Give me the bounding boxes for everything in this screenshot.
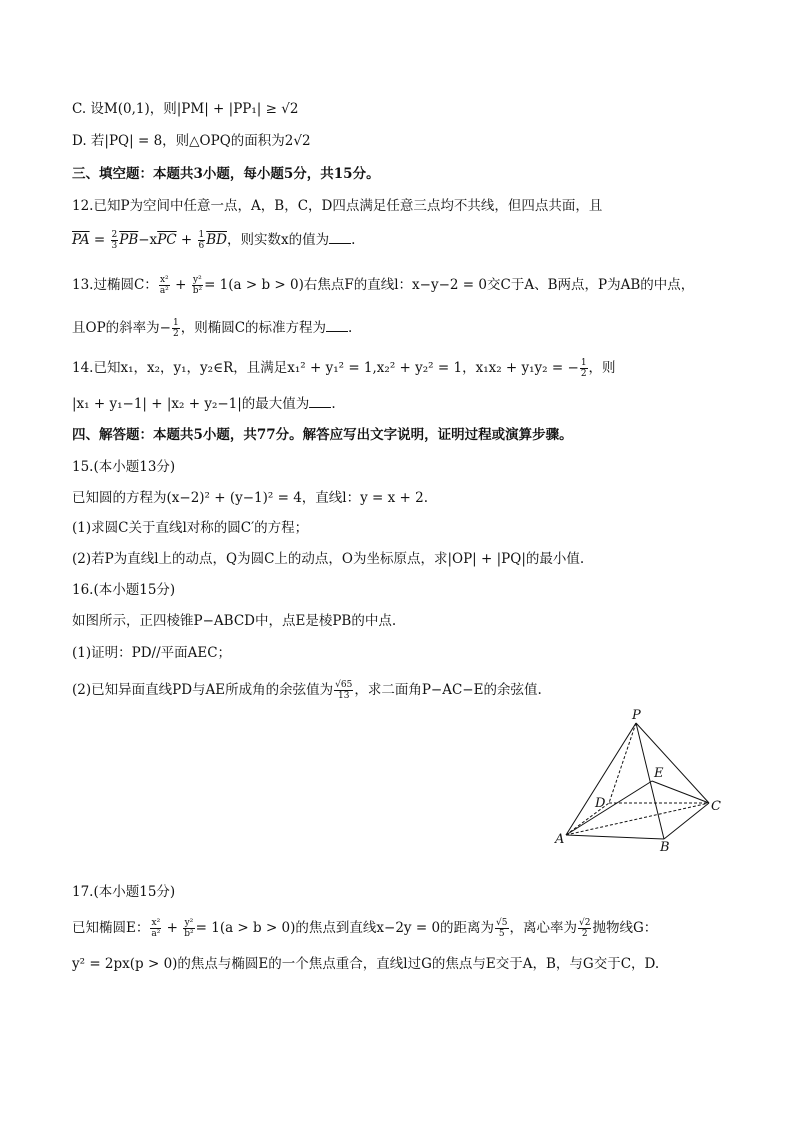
q13-condition: = 1(a > b > 0): [204, 277, 304, 293]
option-c: C. 设M(0,1)，则|PM| + |PP₁| ≥ √2: [72, 101, 299, 117]
question-13-line-1: 13.过椭圆C： $\frac{\text{x²}}{\text{a²}}$ + $\frac{\text{y²}}{\text{b²}}$ = 1(a > b > 0)右焦点F的直线l：x−y−2 = 0交C于A、B两点，P为AB的中点，: [72, 275, 695, 296]
frac-den: 3: [111, 241, 118, 251]
frac-den: 2: [580, 369, 587, 379]
q14-text-2: |x₁ + y₁−1| + |x₂ + y₂−1|的最大值为: [72, 396, 310, 412]
q13-slope-suffix: ，则椭圆C的标准方程为: [180, 320, 327, 336]
edge-pa: [566, 723, 636, 835]
edge-ab: [566, 835, 664, 839]
vector-pb: $\overline{PB}$: [119, 232, 139, 248]
edge-pb: [636, 723, 664, 839]
frac-num: √2: [579, 918, 591, 928]
question-15-part-1: (1)求圆C关于直线l对称的圆C′的方程；: [72, 520, 309, 536]
question-16-stem: 如图所示，正四棱锥P−ABCD中，点E是棱PB的中点.: [72, 613, 397, 629]
question-14-line-1: [72, 358, 722, 379]
pyramid-figure: [552, 705, 732, 853]
frac-num: 1: [198, 230, 205, 240]
frac-num: x²: [159, 275, 169, 285]
fraction-1-6: [198, 230, 206, 251]
label-b: B: [660, 840, 670, 853]
fraction-sqrt5-5: [495, 918, 508, 939]
frac-den: b²: [184, 929, 194, 939]
q13-suffix: 右焦点F的直线l：x−y−2 = 0交C于A、B两点，P为AB的中点，: [303, 277, 695, 293]
q12-minus-x: −x: [138, 232, 158, 248]
section-4-heading: 四、解答题：本题共5小题，共77分。解答应写出文字说明，证明过程或演算步骤。: [72, 427, 573, 443]
edge-bc: [664, 803, 709, 839]
q16-part2-prefix: (2)已知异面直线PD与AE所成角的余弦值为: [72, 682, 334, 698]
edge-pc: [636, 723, 709, 803]
question-17-line-2: y² = 2px(p > 0)的焦点与椭圆E的一个焦点重合，直线l过G的焦点与E交于A，B，与G交于C，D.: [72, 956, 660, 972]
q17-prefix: 已知椭圆E：: [72, 920, 150, 936]
q17-suffix: 抛物线G：: [592, 920, 658, 936]
frac-den: a²: [151, 929, 161, 939]
fraction-sqrt2-2: [578, 918, 591, 939]
question-15-heading: 15.(本小题13分): [72, 459, 176, 475]
frac-den: 2: [172, 329, 179, 339]
answer-blank: [329, 231, 351, 244]
question-16-heading: 16.(本小题15分): [72, 582, 176, 598]
answer-blank: [309, 395, 331, 408]
segment-ae: [566, 781, 652, 835]
frac-num: 1: [172, 318, 179, 328]
q13-slope-prefix: 且OP的斜率为−: [72, 320, 171, 336]
q13-prefix: 13.过椭圆C：: [72, 277, 158, 293]
frac-num: √5: [496, 918, 508, 928]
fraction-1-2: [172, 318, 180, 339]
fraction-2-3: [111, 230, 119, 251]
frac-num: √65: [335, 680, 353, 690]
frac-den: 2: [581, 929, 588, 939]
answer-blank: [326, 319, 348, 332]
fraction-1-2: [580, 358, 588, 379]
edge-pd: [609, 723, 636, 803]
fraction-y2-b2: [183, 918, 194, 939]
question-12-line-2: $\overline{PA}$ = $\frac{2}{3}$ $\overline{PB}-x\overline{PC}$ + $\frac{1}{6}$ $\overline{BD}$，则实数x的值为 .: [72, 230, 356, 251]
q17-condition: = 1(a > b > 0): [195, 920, 296, 936]
question-14-line-2: |x₁ + y₁−1| + |x₂ + y₂−1|的最大值为 .: [72, 396, 336, 412]
q12-tail: ，则实数x的值为: [227, 232, 330, 248]
vector-bd: $\overline{BD}$: [206, 232, 227, 248]
question-17-heading: 17.(本小题15分): [72, 884, 176, 900]
q12-eq: =: [89, 232, 110, 248]
label-p: P: [632, 708, 641, 723]
frac-num: y²: [184, 918, 194, 928]
frac-den: 13: [338, 691, 350, 701]
q14-text: 14.已知x₁，x₂，y₁，y₂∈R，且满足x₁² + y₁² = 1,x₂² + y₂² = 1，x₁x₂ + y₁y₂ = −: [72, 360, 579, 376]
q17-mid: 的焦点到直线x−2y = 0的距离为: [295, 920, 495, 936]
question-16-part-1: (1)证明：PD//平面AEC；: [72, 645, 232, 661]
q16-part2-suffix: ，求二面角P−AC−E的余弦值.: [354, 682, 542, 698]
frac-den: b²: [192, 286, 203, 296]
vector-pc: $\overline{PC}$: [157, 232, 177, 248]
frac-den: a²: [159, 286, 169, 296]
label-e: E: [654, 766, 664, 781]
option-d: D. 若|PQ| = 8，则△OPQ的面积为2√2: [72, 133, 311, 149]
question-16-part-2: [72, 680, 722, 701]
question-17-line-1: 已知椭圆E： $\frac{\text{x²}}{\text{a²}}$ + $\frac{\text{y²}}{\text{b²}}$ = 1(a > b > 0)的焦点到直线x−2y = 0的距离为 $\frac{√5}{5}$ ，离心率为 $\frac{√2}{2}$ 抛物线G：: [72, 918, 658, 939]
section-3-heading: 三、填空题：本题共3小题，每小题5分，共15分。: [72, 166, 380, 182]
q14-tail: ，则: [588, 360, 616, 376]
label-c: C: [711, 799, 721, 814]
question-15-stem: 已知圆的方程为(x−2)² + (y−1)² = 4，直线l：y = x + 2.: [72, 490, 429, 506]
frac-den: 6: [198, 241, 205, 251]
fraction-y2-b2: [192, 275, 203, 296]
fraction-x2-a2: [150, 918, 161, 939]
question-12-line-1: 12.已知P为空间中任意一点，A，B，C，D四点满足任意三点均不共线，但四点共面，且: [72, 198, 603, 214]
question-13-line-2: 且OP的斜率为− $\frac{1}{2}$ ，则椭圆C的标准方程为 .: [72, 318, 353, 339]
vector-pa: $\overline{PA}$: [72, 232, 90, 248]
q12-plus: +: [176, 232, 197, 248]
fraction-sqrt65-13: [334, 680, 353, 701]
frac-num: y²: [193, 275, 202, 285]
segment-ec: [652, 781, 709, 803]
frac-num: 1: [580, 358, 587, 368]
question-15-part-2: (2)若P为直线l上的动点，Q为圆C上的动点，O为坐标原点，求|OP| + |PQ|的最小值.: [72, 551, 585, 567]
q17-mid2: ，离心率为: [509, 920, 578, 936]
label-a: A: [555, 832, 565, 847]
frac-num: x²: [151, 918, 161, 928]
frac-num: 2: [111, 230, 118, 240]
frac-den: 5: [498, 929, 505, 939]
label-d: D: [595, 796, 606, 811]
fraction-x2-a2: [159, 275, 170, 296]
